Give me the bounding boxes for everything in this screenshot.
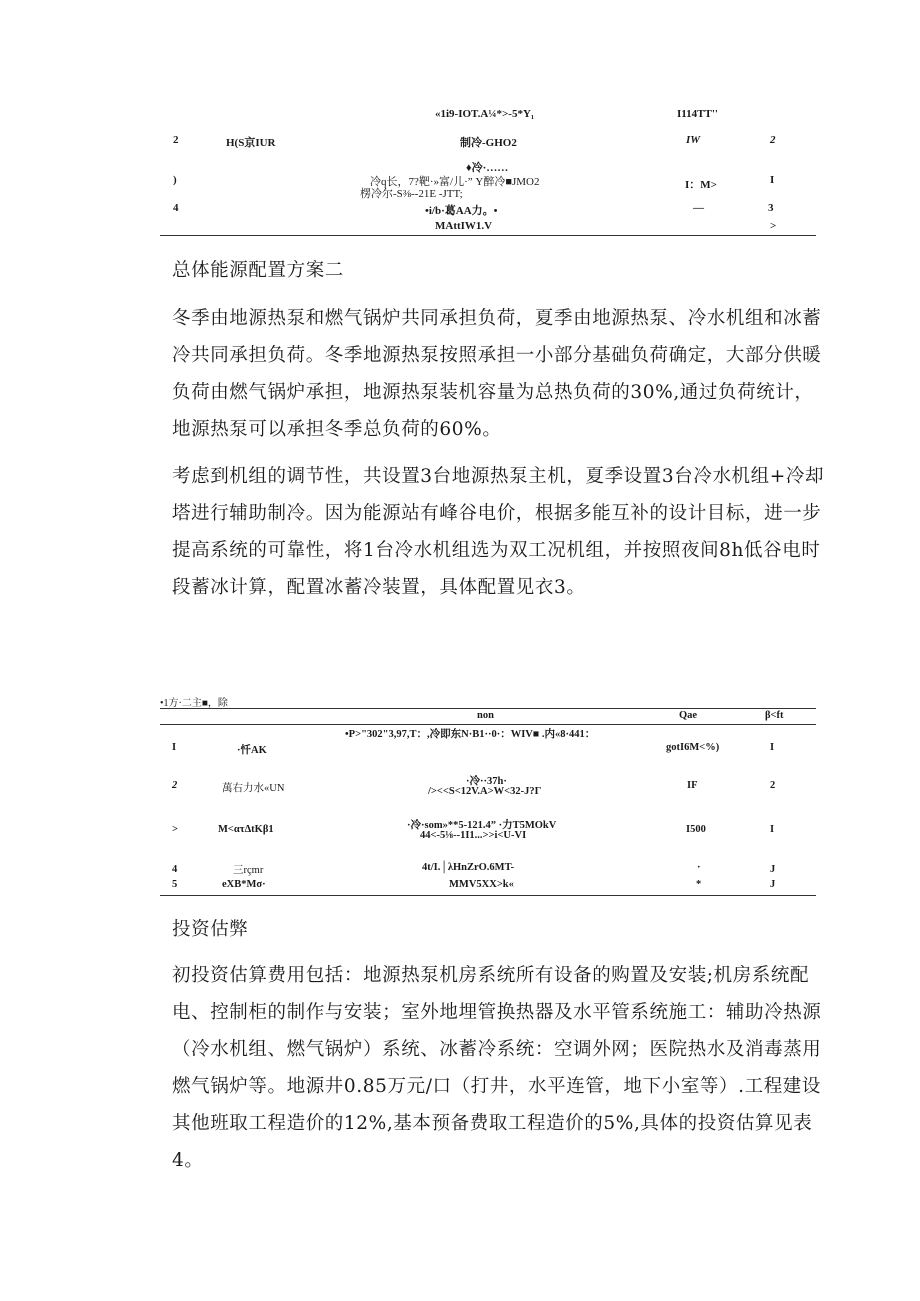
table2-row-spec: ·冷··37h· [466,776,507,787]
table1-row-item: 制冷-GHO2 [460,137,517,149]
table1-row-value: — [693,202,704,214]
section1-paragraph: 冬季由地源热泵和燃气锅炉共同承担负荷，夏季由地源热泵、冷水机组和冰蓄冷共同承担负荷。冬季地源热泵按照承担一小部分基础负荷确定，大部分供暖负荷由燃气锅炉承担，地源热泵装机容量为总热负荷的30%,通过负荷统计，地源热泵可以承担冬季总负荷的60%。 [172,308,822,440]
table1-row-item: •i/b·葛AA力。• [425,205,498,217]
table2-bottom-rule [160,895,816,896]
section1-body [172,300,832,606]
table2-subheader: •P>"302"3,97,T：,冷即东N·B1··0·：WIV■ .内«8·441： [345,729,596,740]
table2-row-ft: J [770,864,776,875]
table2-row-spec: 4t/I.│λHnZrO.6MT- [422,862,515,873]
table1-row-item: MAttIW1.V [435,220,493,232]
table2-row-name: eXB*Mσ· [222,879,266,890]
table2-row-ft: I [770,742,775,753]
table2-row-spec: /><<S<12V.A>W<32-J?Γ [428,786,542,797]
table2-row-qae: gotI6M<%) [666,742,720,753]
table2-row-ft: I [770,824,775,835]
table2-row-qae: · [697,862,701,873]
table2-row-ft: 2 [770,780,776,791]
table2-row-no: > [172,824,178,835]
table2-row-no: 4 [172,864,178,875]
table2-row-name: 萬右力水«UN [222,783,285,794]
table2-row-qae: I500 [686,824,706,835]
table1-row-count: 2 [770,134,776,146]
table1-row-item: ♦冷·…… [466,162,509,174]
table2-header-ft: β<ft [765,710,784,721]
table1-header-value: I114TT'' [677,108,718,120]
table2-top-rule [160,708,816,709]
table2-row-no: 2 [172,780,178,791]
table2-row-spec: ·冷·som»**5-121.4” ·力T5MOkV [407,820,557,831]
table2-row-no: 5 [172,879,178,890]
table2-row-name: M<ατΔtKβ1 [218,824,274,835]
table1-row-count: > [770,220,777,232]
table1-row-value: IW [686,134,701,146]
table2-row-name: ·忏AK [237,745,267,756]
table2-header-rule [160,724,816,725]
table1-row-no: 4 [173,202,179,214]
section2-paragraph: 初投资估算费用包括：地源热泵机房系统所有设备的购置及安装;机房系统配电、控制柜的制作与安装；室外地埋管换热器及水平管系统施工：辅助冷热源（冷水机组、燃气锅炉）系统、冰蓄冷系统：空调外网；医院热水及消毒蒸用燃气锅炉等。地源井0.85万元/口（打井，水平连管，地下小室等）.工程建设其他班取工程造价的12%,基本预备费取工程造价的5%,具体的投资估算见表4。 [172,965,822,1171]
table2-row-spec: 44<-5⅛--1I1...>>i<U-VI [420,830,527,841]
table1-row-item: 冷q长，7?靶·»富/儿·” Y醉冷■JMO2 [370,176,540,188]
table1-row-value: I：M> [685,179,717,191]
table2-row-name: 三rçmr [233,865,264,876]
table1-row-no: 2 [173,134,179,146]
table1-row-item: 楞冷尔-S⅜--21E -JTT; [360,188,463,200]
table2-row-no: I [172,742,177,753]
table1-row-no: ) [173,174,177,186]
section1-heading: 总体能源配置方案二 [172,260,344,281]
table2-row-ft: J [770,879,776,890]
table2-header-non: non [477,710,494,721]
section1-paragraph: 考虑到机组的调节性，共设置3台地源热泵主机，夏季设置3台冷水机组+冷却塔进行辅助制冷。因为能源站有峰谷电价，根据多能互补的设计目标，进一步提高系统的可靠性，将1台冷水机组选为双工况机组，并按照夜间8h低谷电时段蓄冰计算，配置冰蓄冷装置，具体配置见衣3。 [172,466,825,598]
table2-caption: •1方·二主■，除 [160,698,228,709]
table1-header-item: «1i9-IOT.A¼*>-5*Y₁ [435,108,535,120]
table2-header-qae: Qae [679,710,698,721]
table2-row-qae: IF [687,780,698,791]
table2-row-spec: MMV5XX>k« [449,879,514,890]
section2-heading: 投资估弊 [172,919,249,940]
section2-body [172,957,832,1179]
table1-bottom-rule [160,235,816,236]
table1-row-count: 3 [768,202,774,214]
table2-row-qae: * [696,879,702,890]
table1-row-count: I [770,174,775,186]
table1-row-name: H(S京IUR [226,137,276,149]
